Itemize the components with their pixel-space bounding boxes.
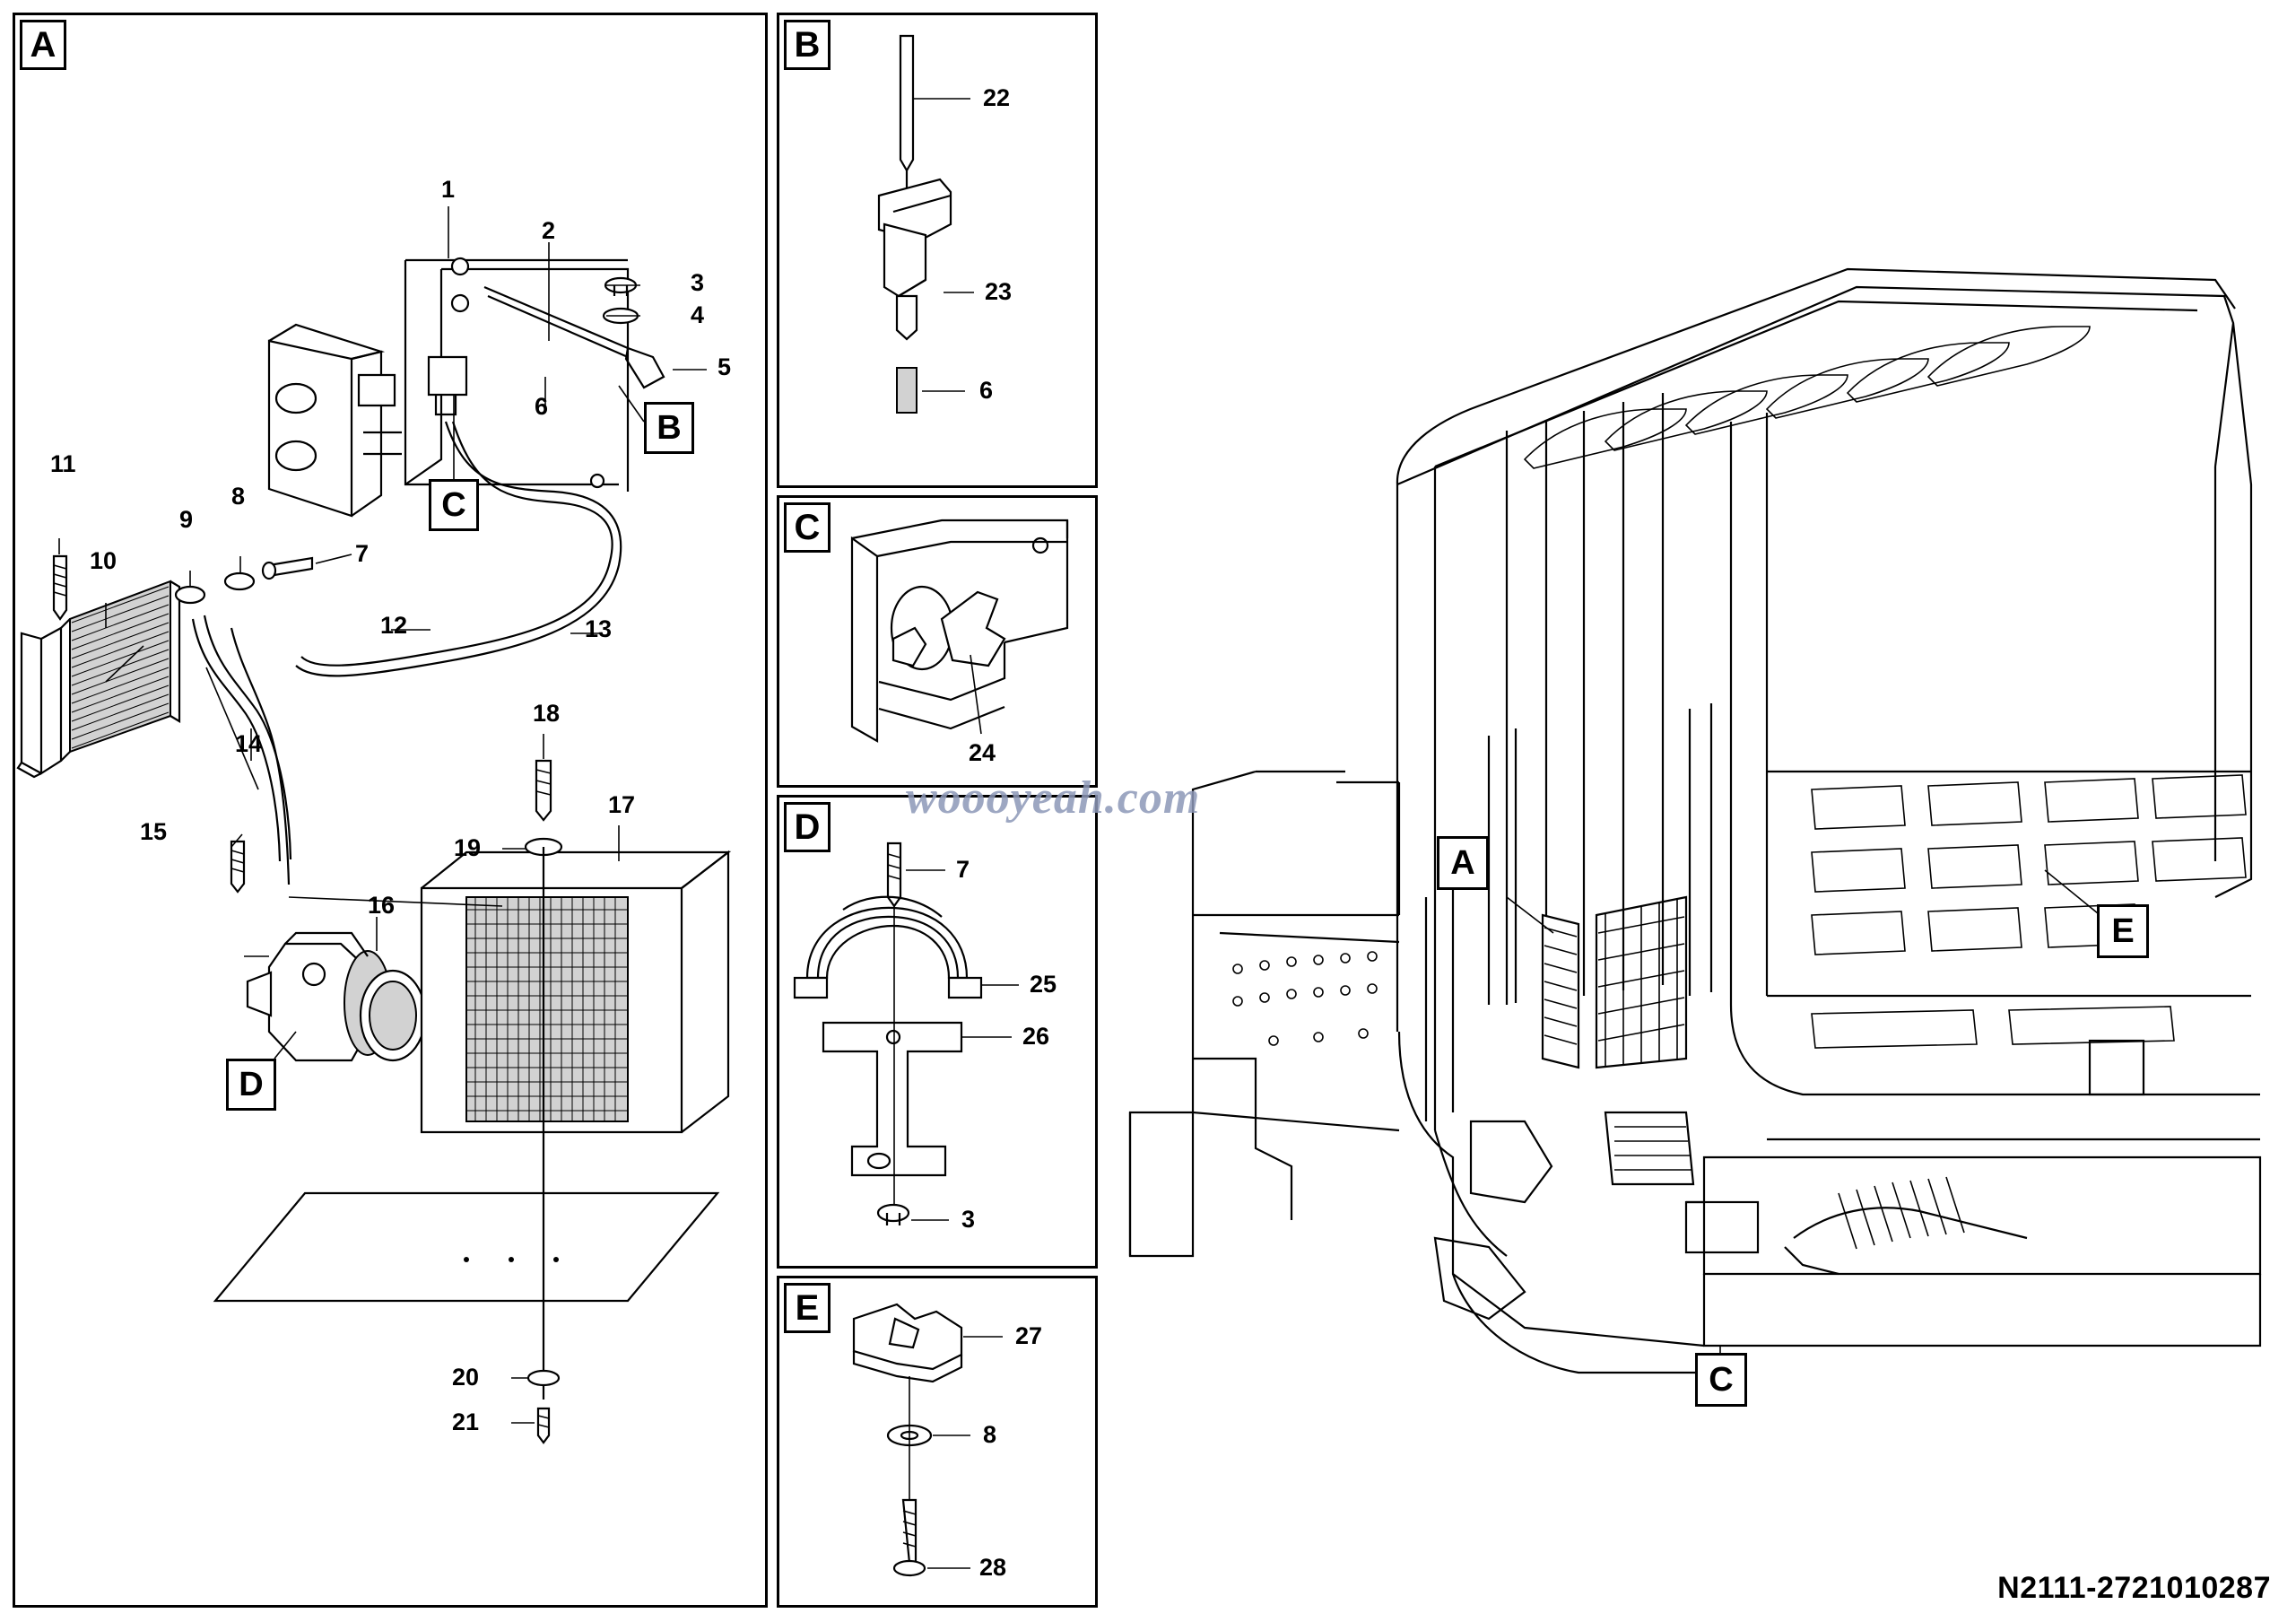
item-label-4: 4 — [691, 301, 705, 328]
item-label-3: 3 — [691, 269, 705, 296]
item-label-24: 24 — [969, 739, 996, 766]
panel-e-letter: E — [784, 1283, 831, 1333]
item-label-8-e: 8 — [983, 1421, 997, 1448]
panel-a-letter: A — [20, 20, 66, 70]
item-label-25: 25 — [1030, 971, 1057, 998]
item-label-22: 22 — [983, 84, 1011, 111]
watermark: woooyeah.com — [906, 772, 1201, 824]
callout-a-on-truck[interactable]: A — [1437, 836, 1489, 890]
item-label-13: 13 — [585, 615, 613, 642]
item-label-26: 26 — [1022, 1023, 1050, 1050]
item-label-21: 21 — [452, 1408, 480, 1435]
item-label-12: 12 — [380, 612, 408, 639]
item-label-20: 20 — [452, 1364, 480, 1391]
item-label-19: 19 — [454, 834, 482, 861]
item-label-10: 10 — [90, 547, 117, 574]
item-label-7: 7 — [355, 540, 370, 567]
panel-b-letter: B — [784, 20, 831, 70]
item-label-6: 6 — [535, 393, 549, 420]
item-label-23: 23 — [985, 278, 1013, 305]
callout-c-on-truck[interactable]: C — [1695, 1353, 1747, 1407]
callout-c-in-panel-a[interactable]: C — [429, 479, 479, 531]
item-label-1: 1 — [441, 176, 456, 203]
item-label-2: 2 — [542, 217, 556, 244]
callout-b-in-panel-a[interactable]: B — [644, 402, 694, 454]
item-label-27: 27 — [1015, 1322, 1043, 1349]
panel-d-letter: D — [784, 802, 831, 852]
callout-d-in-panel-a[interactable]: D — [226, 1059, 276, 1111]
item-label-14: 14 — [235, 730, 263, 757]
item-label-17: 17 — [608, 791, 636, 818]
item-label-16: 16 — [368, 892, 396, 919]
item-label-7-d: 7 — [956, 856, 970, 883]
item-label-5: 5 — [718, 353, 732, 380]
item-label-11: 11 — [50, 450, 76, 477]
item-label-15: 15 — [140, 818, 168, 845]
item-label-18: 18 — [533, 700, 561, 727]
item-label-28: 28 — [979, 1554, 1007, 1581]
item-label-3-d: 3 — [961, 1206, 976, 1233]
item-label-8: 8 — [231, 483, 246, 510]
callout-e-on-truck[interactable]: E — [2097, 904, 2149, 958]
item-label-9: 9 — [179, 506, 194, 533]
item-label-6-b: 6 — [979, 377, 994, 404]
panel-c-letter: C — [784, 502, 831, 553]
drawing-code: N2111-2721010287 — [1997, 1571, 2271, 1605]
